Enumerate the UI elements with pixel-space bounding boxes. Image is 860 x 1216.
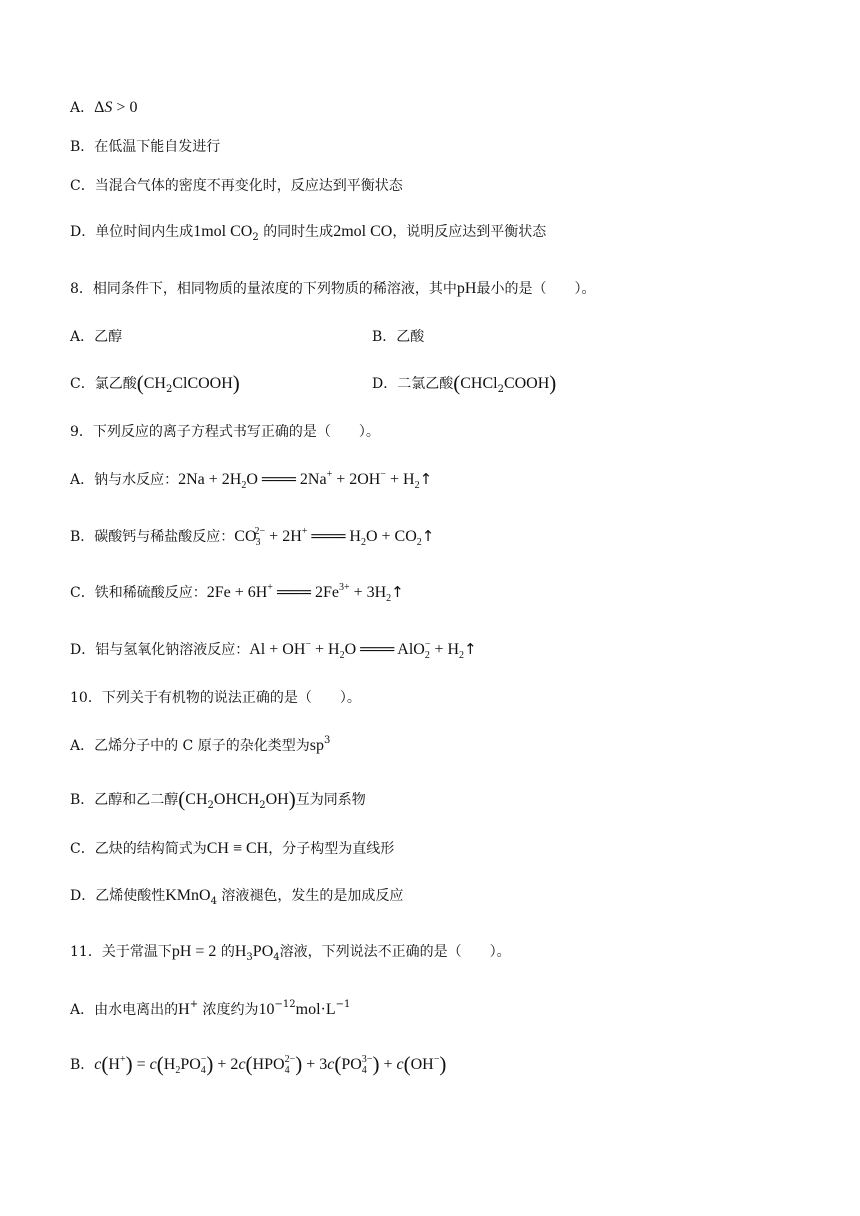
q9-option-a: A．钠与水反应：$2Na + 2H_2O$ ═══ $2Na^+ + 2OH^- + H_2↑$ [70, 469, 433, 491]
q8-option-c: C．氯乙酸$(CH_2ClCOOH)$ [70, 371, 240, 395]
q11-option-a: A．由水电离出的H+ 浓度约为$10^{-12}mol\cdot L^{-1}$ [70, 999, 351, 1018]
q11-stem: 11．关于常温下pH = 2 的$H_3PO_4$溶液，下列说法不正确的是（ ）。 [70, 943, 511, 963]
q7-option-b: B．在低温下能自发进行 [70, 139, 221, 155]
q9-option-d: D．铝与氢氧化钠溶液反应：$Al + OH^- + H_2O$ ═══ $AlO_2^- + H_2↑$ [70, 639, 477, 661]
q10-option-b: B．乙醇和乙二醇$(CH_2OHCH_2OH)$互为同系物 [70, 787, 366, 811]
q8-option-a: A．乙醇 [70, 329, 123, 345]
q9-option-b: B．碳酸钙与稀盐酸反应：$CO_3^{2-} + 2H^+$ ═══ $H_2O$ + $CO_2↑$ [70, 526, 435, 548]
q9-option-c: C．铁和稀硫酸反应：2Fe + 6H+ ═══ $2Fe^{3+}$ + $3H_2↑$ [70, 582, 404, 604]
q7-option-c: C．当混合气体的密度不再变化时，反应达到平衡状态 [70, 178, 403, 194]
q10-stem: 10．下列关于有机物的说法正确的是（ ）。 [70, 690, 361, 706]
q9-stem: 9．下列反应的离子方程式书写正确的是（ ）。 [70, 424, 380, 440]
q7-option-d: D．单位时间内生成1mol $CO_2$ 的同时生成2mol CO，说明反应达到平衡状态 [70, 223, 547, 243]
q7-option-a: A．ΔS > 0 [70, 99, 138, 116]
q10-option-a: A．乙烯分子中的 C 原子的杂化类型为$sp^3$ [70, 735, 331, 754]
q8-option-d: D．二氯乙酸(CHCl$_2$COOH) [372, 371, 557, 395]
q8-stem: 8．相同条件下，相同物质的量浓度的下列物质的稀溶液，其中pH最小的是（ ）。 [70, 280, 596, 297]
q11-option-b: B．$c(H^+) = c(H_2PO_4^-) + 2c(HPO_4^{2-}) + 3c(PO_4^{3-}) + c(OH^-)$ [70, 1052, 447, 1076]
q10-option-d: D．乙烯使酸性KMnO$_4$ 溶液褪色，发生的是加成反应 [70, 887, 404, 907]
q8-option-b: B．乙酸 [372, 329, 425, 345]
q10-option-c: C．乙炔的结构简式为CH ≡ CH，分子构型为直线形 [70, 840, 395, 857]
